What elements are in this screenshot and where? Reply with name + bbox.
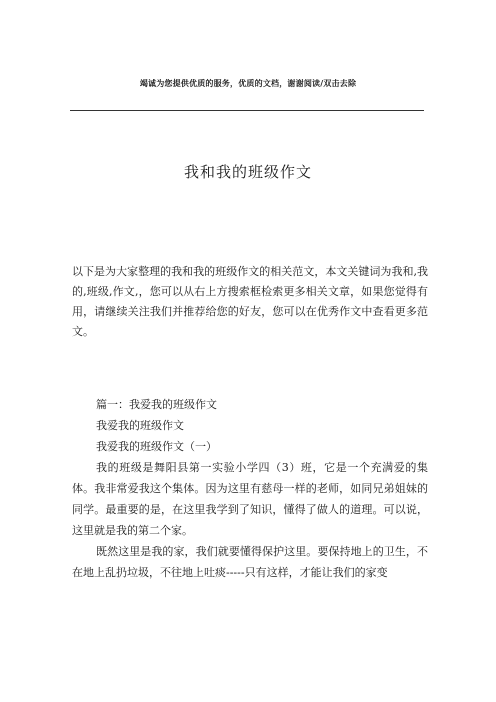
intro-paragraph: 以下是为大家整理的我和我的班级作文的相关范文，本文关键词为我和,我的,班级,作文,，您可以从右上方搜索框检索更多相关文章，如果您觉得有用，请继续关注我们并推荐给您的好友，您可以在优秀作文中查看更多范文。 xyxy=(72,265,428,338)
body-paragraph: 我的班级是舞阳县第一实验小学四（3）班，它是一个充满爱的集体。我非常爱我这个集体。因为这里有慈母一样的老师，如同兄弟姐妹的同学。最重要的是，在这里我学到了知识，懂得了做人的道理。可以说，这里就是我的第二个家。 xyxy=(72,461,428,537)
subheading: 我爱我的班级作文（一） xyxy=(96,440,217,453)
header-divider xyxy=(70,110,424,111)
document-body xyxy=(72,394,428,583)
subheading: 我爱我的班级作文 xyxy=(96,419,184,432)
section-heading: 篇一：我爱我的班级作文 xyxy=(96,398,217,411)
body-paragraph: 既然这里是我的家，我们就要懂得保护这里。要保持地上的卫生，不在地上乱扔垃圾，不往地上吐痰-----只有这样，才能让我们的家变 xyxy=(72,545,428,579)
header-note: 竭诚为您提供优质的服务，优质的文档，谢谢阅读/双击去除 xyxy=(139,79,357,88)
document-title: 我和我的班级作文 xyxy=(183,163,312,181)
